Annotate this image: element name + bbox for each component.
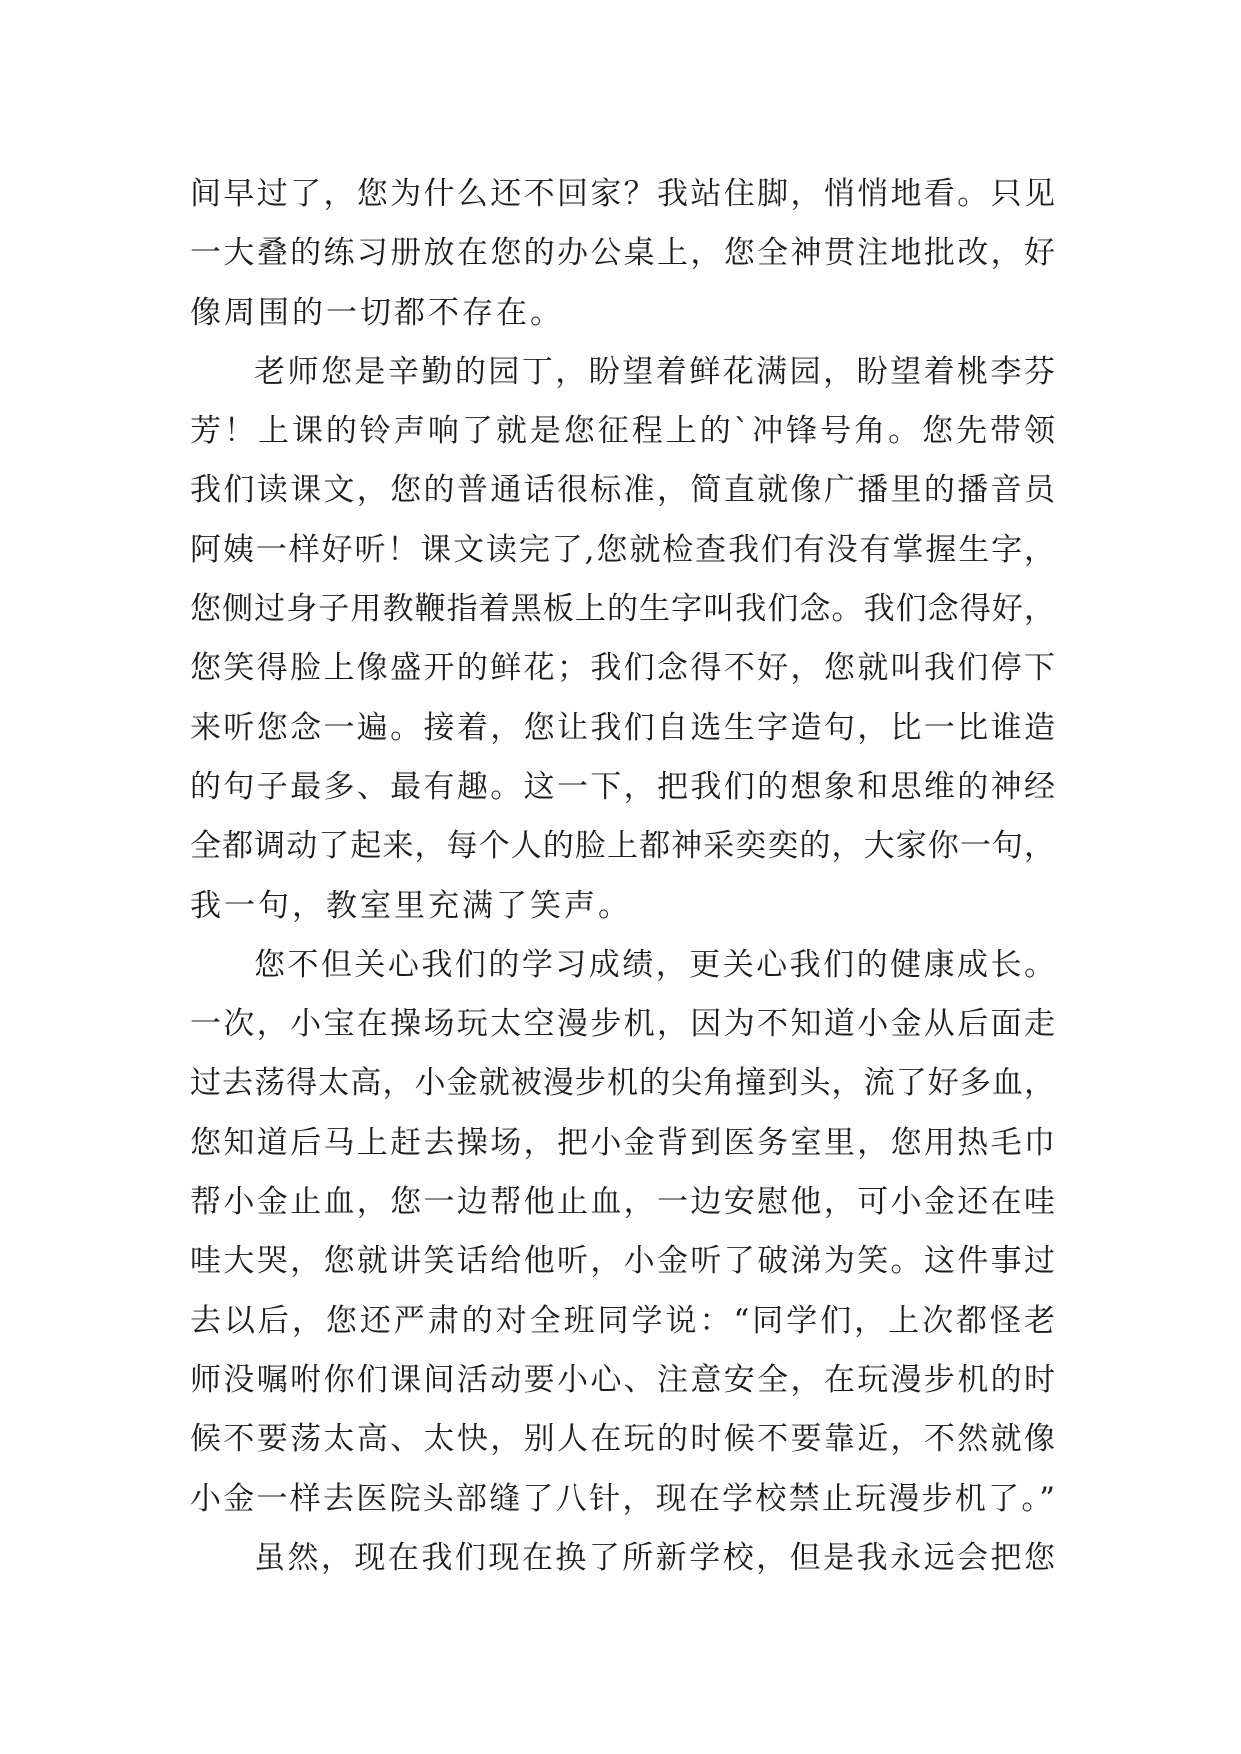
paragraph-line: 的句子最多、最有趣。这一下，把我们的想象和思维的神经 bbox=[190, 768, 1055, 805]
paragraph-line: 一大叠的练习册放在您的办公桌上，您全神贯注地批改，好 bbox=[190, 235, 1055, 272]
paragraph-line: 帮小金止血，您一边帮他止血，一边安慰他，可小金还在哇 bbox=[190, 1184, 1055, 1221]
paragraph-line: 老师您是辛勤的园丁，盼望着鲜花满园，盼望着桃李芬 bbox=[254, 353, 1055, 390]
paragraph-line: 间早过了，您为什么还不回家？我站住脚，悄悄地看。只见 bbox=[190, 176, 1055, 212]
paragraph-line: 阿姨一样好听！课文读完了,您就检查我们有没有掌握生字， bbox=[190, 531, 1055, 568]
paragraph-line: 来听您念一遍。接着，您让我们自选生字造句，比一比谁造 bbox=[190, 709, 1055, 746]
body-text bbox=[190, 165, 1055, 1588]
paragraph-line: 您侧过身子用教鞭指着黑板上的生字叫我们念。我们念得好， bbox=[190, 591, 1055, 628]
paragraph-line: 像周围的一切都不存在。 bbox=[190, 294, 564, 331]
paragraph-line: 过去荡得太高，小金就被漫步机的尖角撞到头，流了好多血， bbox=[190, 1065, 1055, 1102]
paragraph-line: 我一句，教室里充满了笑声。 bbox=[190, 887, 632, 924]
paragraph-line: 您笑得脸上像盛开的鲜花；我们念得不好，您就叫我们停下 bbox=[190, 650, 1055, 687]
paragraph-line: 我们读课文，您的普通话很标准，简直就像广播里的播音员 bbox=[190, 472, 1055, 509]
paragraph-line: 芳！上课的铃声响了就是您征程上的`冲锋号角。您先带领 bbox=[190, 413, 1055, 450]
paragraph-line: 哇大哭，您就讲笑话给他听，小金听了破涕为笑。这件事过 bbox=[190, 1243, 1055, 1280]
paragraph-line: 师没嘱咐你们课间活动要小心、注意安全，在玩漫步机的时 bbox=[190, 1361, 1055, 1398]
paragraph-line: 全都调动了起来，每个人的脸上都神采奕奕的，大家你一句， bbox=[190, 828, 1055, 865]
paragraph-line: 您不但关心我们的学习成绩，更关心我们的健康成长。 bbox=[254, 946, 1055, 983]
paragraph-line: 候不要荡太高、太快，别人在玩的时候不要靠近，不然就像 bbox=[190, 1421, 1055, 1458]
paragraph-line: 您知道后马上赶去操场，把小金背到医务室里，您用热毛巾 bbox=[190, 1124, 1055, 1161]
paragraph-line: 一次，小宝在操场玩太空漫步机，因为不知道小金从后面走 bbox=[190, 1006, 1055, 1043]
paragraph-line: 虽然，现在我们现在换了所新学校，但是我永远会把您 bbox=[254, 1539, 1055, 1576]
paragraph-line: 去以后，您还严肃的对全班同学说：“同学们，上次都怪老 bbox=[190, 1302, 1055, 1339]
paragraph-line: 小金一样去医院头部缝了八针，现在学校禁止玩漫步机了。” bbox=[190, 1480, 1055, 1517]
